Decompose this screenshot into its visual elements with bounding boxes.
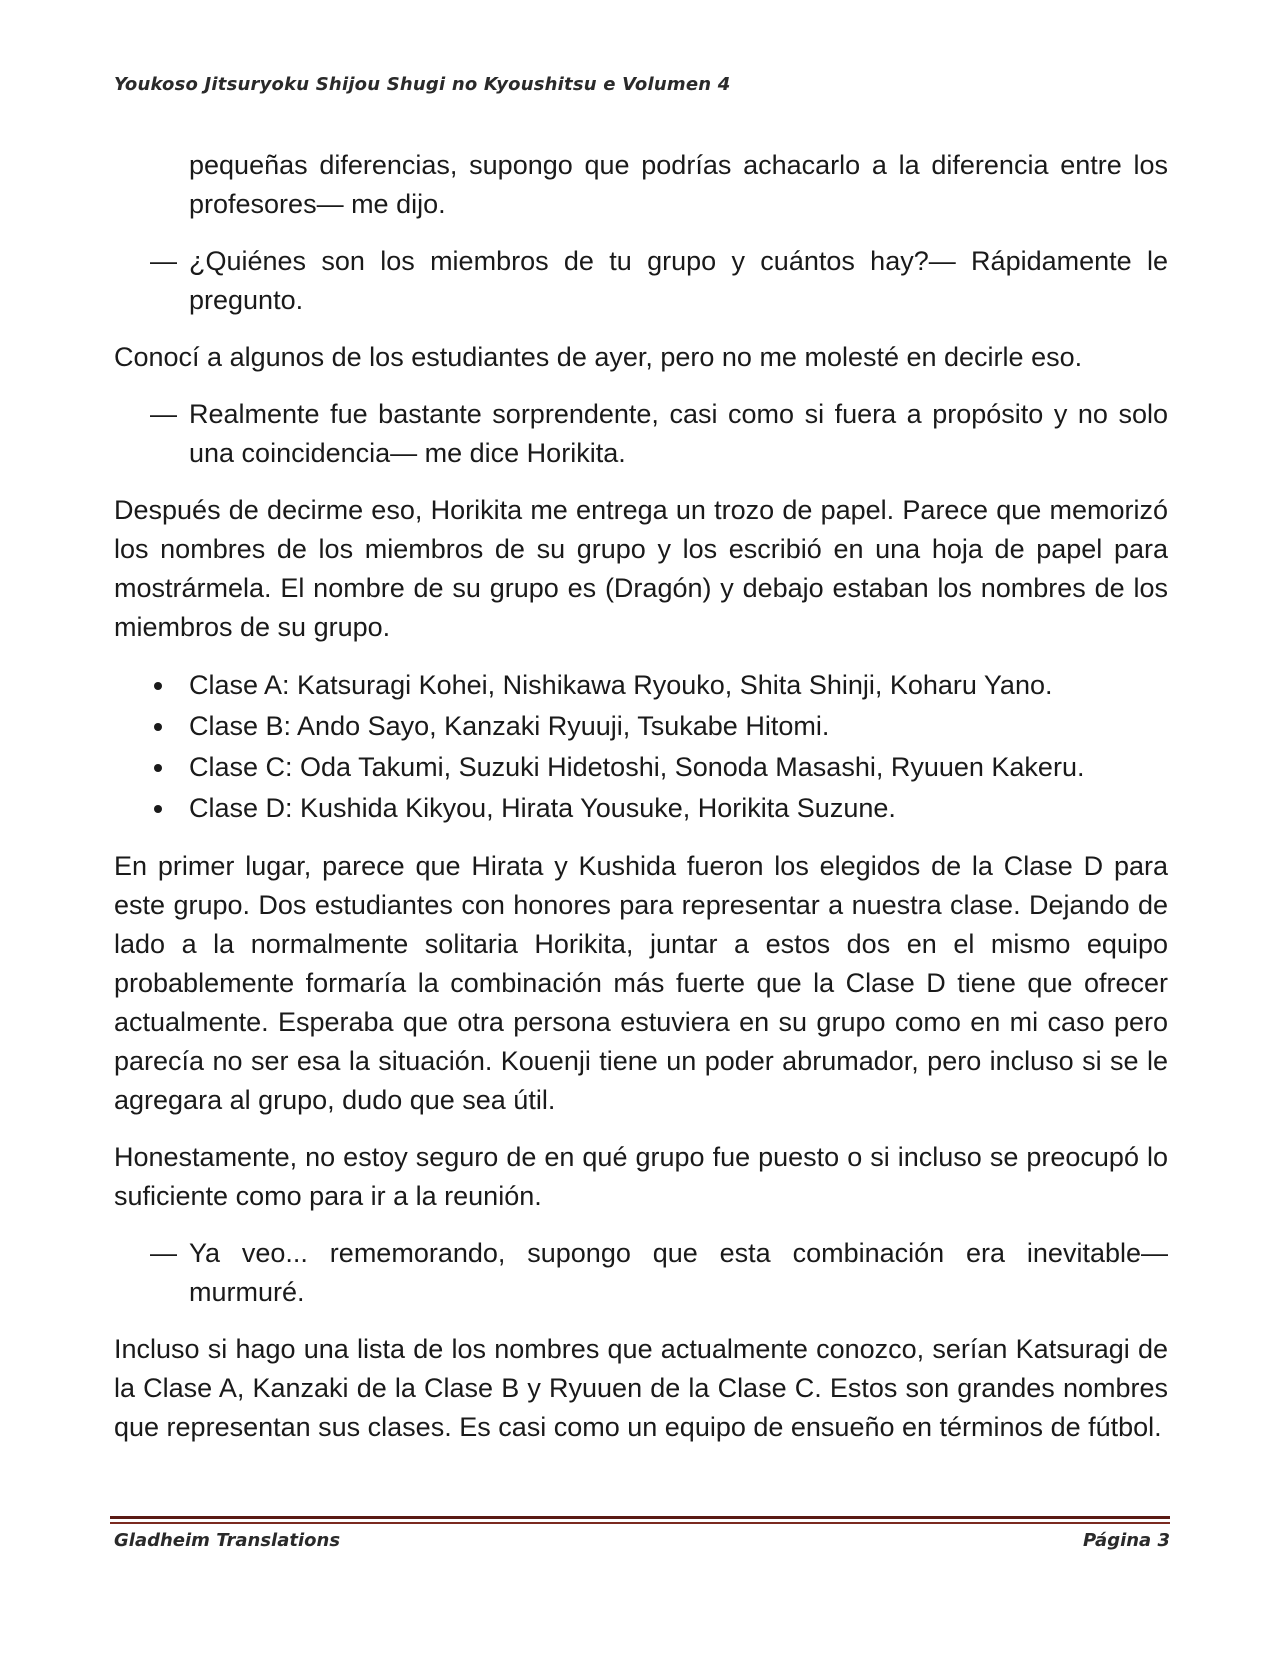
page-body (114, 146, 1168, 1465)
list-item-text: Clase B: Ando Sayo, Kanzaki Ryuuji, Tsukabe Hitomi. (189, 711, 830, 741)
dialog-dash: — (150, 1238, 177, 1268)
dialog-line (114, 242, 1168, 320)
list-item (114, 706, 1168, 747)
paragraph: Después de decirme eso, Horikita me entrega un trozo de papel. Parece que memorizó los nombres de los miembros de su grupo y los escribió en una hoja de papel para mostrármela. El nombre de su grupo es (Dragón) y debajo estaban los nombres de los miembros de su grupo. (114, 495, 1168, 642)
footer-divider-secondary (110, 1522, 1170, 1524)
dialog-dash: — (150, 399, 177, 429)
bullet-icon (154, 764, 162, 772)
dialog-text: Realmente fue bastante sorprendente, casi como si fuera a propósito y no solo una coincidencia— me dice Horikita. (189, 399, 1168, 468)
paragraph: Incluso si hago una lista de los nombres que actualmente conozco, serían Katsuragi de la Clase A, Kanzaki de la Clase B y Ryuuen de la Clase C. Estos son grandes nombres que representan sus clases. Es casi como un equipo de ensueño en términos de fútbol. (114, 1334, 1168, 1442)
class-member-list (114, 665, 1168, 829)
running-header: Youkoso Jitsuryoku Shijou Shugi no Kyoushitsu e Volumen 4 (114, 74, 731, 95)
list-item-text: Clase D: Kushida Kikyou, Hirata Yousuke, Horikita Suzune. (189, 793, 896, 823)
dialog-text: Ya veo... rememorando, supongo que esta combinación era inevitable— murmuré. (189, 1238, 1168, 1307)
list-item-text: Clase A: Katsuragi Kohei, Nishikawa Ryouko, Shita Shinji, Koharu Yano. (189, 670, 1053, 700)
bullet-icon (154, 682, 162, 690)
list-item-text: Clase C: Oda Takumi, Suzuki Hidetoshi, Sonoda Masashi, Ryuuen Kakeru. (189, 752, 1085, 782)
dialog-line-continuation: pequeñas diferencias, supongo que podrías achacarlo a la diferencia entre los profesores— me dijo. (189, 150, 1168, 219)
footer-divider (110, 1516, 1170, 1519)
page-number: Página 3 (1083, 1530, 1170, 1551)
list-item (114, 788, 1168, 829)
bullet-icon (154, 723, 162, 731)
footer-credit: Gladheim Translations (114, 1530, 341, 1551)
list-item (114, 665, 1168, 706)
dialog-text: ¿Quiénes son los miembros de tu grupo y cuántos hay?— Rápidamente le pregunto. (189, 246, 1168, 315)
paragraph: Honestamente, no estoy seguro de en qué grupo fue puesto o si incluso se preocupó lo suficiente como para ir a la reunión. (114, 1142, 1168, 1211)
dialog-line (114, 395, 1168, 473)
dialog-line (114, 1234, 1168, 1312)
paragraph: En primer lugar, parece que Hirata y Kushida fueron los elegidos de la Clase D para este grupo. Dos estudiantes con honores para representar a nuestra clase. Dejando de lado a la normalmente solitaria Horikita, juntar a estos dos en el mismo equipo probablemente formaría la combinación más fuerte que la Clase D tiene que ofrecer actualmente. Esperaba que otra persona estuviera en su grupo como en mi caso pero parecía no ser esa la situación. Kouenji tiene un poder abrumador, pero incluso si se le agregara al grupo, dudo que sea útil. (114, 851, 1168, 1115)
bullet-icon (154, 805, 162, 813)
dialog-dash: — (150, 246, 177, 276)
paragraph: Conocí a algunos de los estudiantes de ayer, pero no me molesté en decirle eso. (114, 342, 1083, 372)
list-item (114, 747, 1168, 788)
